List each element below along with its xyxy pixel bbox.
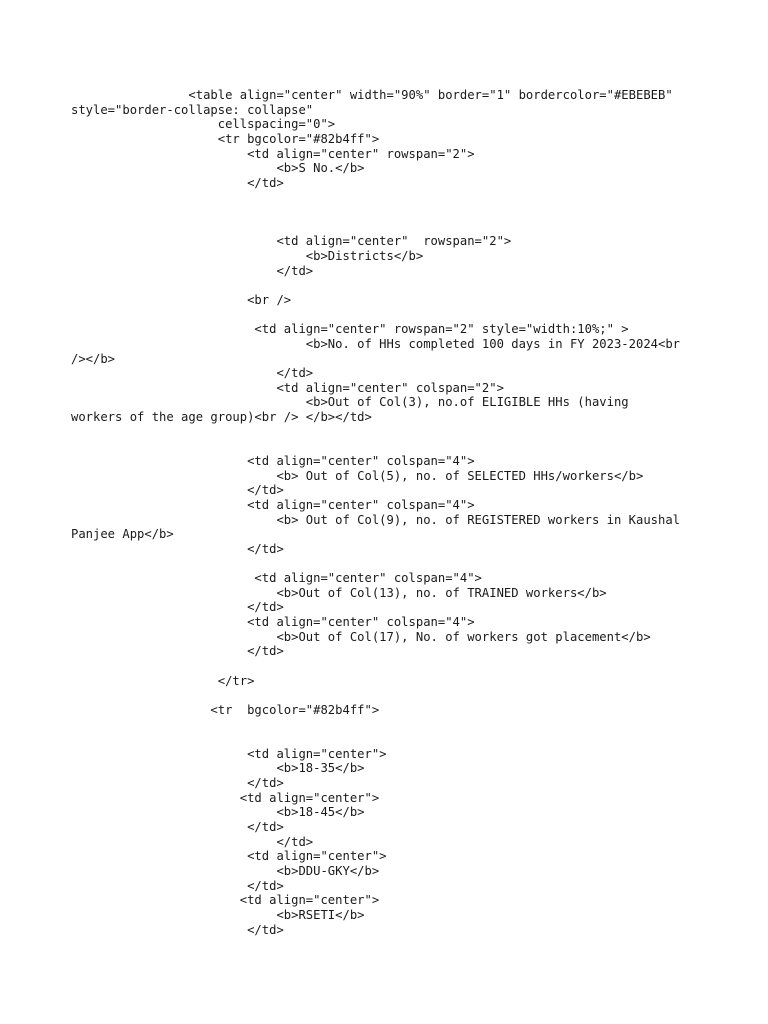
- code-line: <td align="center" colspan="4">: [71, 615, 475, 630]
- code-line: </td>: [71, 776, 284, 791]
- code-line: <td align="center" rowspan="2">: [71, 146, 475, 161]
- code-line: </td>: [71, 541, 284, 556]
- code-line: [71, 205, 751, 220]
- code-line: <td align="center" colspan="4">: [71, 571, 482, 586]
- code-line: </td>: [71, 922, 284, 937]
- code-line: <td align="center" rowspan="2">: [71, 234, 512, 249]
- code-line: cellspacing="0">: [71, 117, 336, 132]
- code-line: [71, 688, 751, 703]
- code-line: </tr>: [71, 673, 255, 688]
- code-line: </td>: [71, 644, 284, 659]
- code-line: <b>Out of Col(3), no.of ELIGIBLE HHs (having: [71, 395, 629, 410]
- code-line: <b>RSETI</b>: [71, 907, 365, 922]
- code-line: <b>Out of Col(13), no. of TRAINED workers</b>: [71, 585, 607, 600]
- code-line: <td align="center">: [71, 746, 387, 761]
- code-line: [71, 425, 751, 440]
- code-line: style="border-collapse: collapse": [71, 102, 314, 117]
- code-line: <td align="center" colspan="4">: [71, 454, 475, 469]
- code-line: <tr bgcolor="#82b4ff">: [71, 702, 380, 717]
- code-line: <td align="center" colspan="4">: [71, 497, 475, 512]
- code-line: [71, 308, 751, 323]
- code-line: [71, 190, 751, 205]
- code-line: <td align="center">: [71, 790, 380, 805]
- code-line: [71, 718, 751, 733]
- code-line: <b>18-35</b>: [71, 761, 365, 776]
- code-listing: [71, 88, 751, 937]
- code-line: <b>No. of HHs completed 100 days in FY 2023-2024<br: [71, 336, 681, 351]
- code-line: <br />: [71, 292, 292, 307]
- code-line: </td>: [71, 483, 284, 498]
- code-line: [71, 439, 751, 454]
- code-line: </td>: [71, 834, 314, 849]
- code-line: <td align="center">: [71, 849, 387, 864]
- code-line: </td>: [71, 820, 284, 835]
- code-line: <b>Districts</b>: [71, 249, 424, 264]
- code-line: <td align="center">: [71, 893, 380, 908]
- code-line: <b>S No.</b>: [71, 161, 365, 176]
- code-line: <b>18-45</b>: [71, 805, 365, 820]
- code-line: <b>DDU-GKY</b>: [71, 863, 380, 878]
- code-line: [71, 278, 751, 293]
- code-line: <b> Out of Col(5), no. of SELECTED HHs/workers</b>: [71, 468, 644, 483]
- code-line: [71, 557, 751, 572]
- code-line: <b> Out of Col(9), no. of REGISTERED workers in Kaushal: [71, 512, 681, 527]
- code-line: <b>Out of Col(17), No. of workers got placement</b>: [71, 629, 651, 644]
- code-line: <tr bgcolor="#82b4ff">: [71, 131, 380, 146]
- code-line: <table align="center" width="90%" border="1" bordercolor="#EBEBEB": [71, 88, 673, 102]
- code-line: [71, 659, 751, 674]
- code-line: </td>: [71, 175, 284, 190]
- code-line: [71, 732, 751, 747]
- code-line: <td align="center" colspan="2">: [71, 380, 504, 395]
- code-line: </td>: [71, 263, 314, 278]
- code-line: /></b>: [71, 351, 116, 366]
- code-line: workers of the age group)<br /> </b></td>: [71, 410, 372, 425]
- code-line: Panjee App</b>: [71, 527, 174, 542]
- code-line: </td>: [71, 366, 314, 381]
- code-line: </td>: [71, 600, 284, 615]
- code-line: <td align="center" rowspan="2" style="width:10%;" >: [71, 322, 629, 337]
- code-line: [71, 220, 751, 235]
- code-line: </td>: [71, 878, 284, 893]
